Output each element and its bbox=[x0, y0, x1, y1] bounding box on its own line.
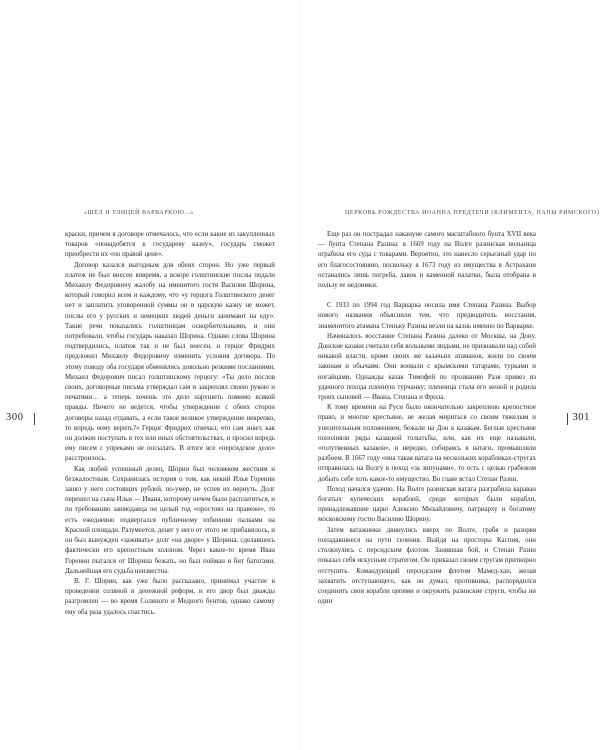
left-page-body bbox=[65, 230, 275, 618]
header-divider bbox=[34, 413, 35, 425]
header-divider bbox=[567, 413, 568, 425]
page-number: 300 bbox=[6, 412, 24, 423]
paragraph: Как любой успешный делец, Шорин был человеком жестким и безжалостным. Сохранилась история о том, как некий Илья Горенин занял у него состоящих рублей, по-умер, не успев их вернуть. Долг перешел на сына Ильи — Ивана, которому нечем было расплатиться, и по требованию заимодавца он целый год «простоял на правеже», то есть ежедневно подвергался публичному избиению палками на Красной площади. Разумеется, денег у него от этого не прибавилось, и он был вынужден «заживать» долг «на дворе» у Шорина, сделавшись фактически его крепостным холопом. Через какое-то время Иван Горенин пытался от Шорина бежать, но был пойман и бит батогами. Дальнейшая его судьба неизвестна. bbox=[65, 465, 275, 575]
paragraph: Затем ватажники двинулись вверх по Волге, грабя и разоряя попадавшиеся на пути селения. Выйдя на просторы Каспия, они столкнулись с персидским флотом. Занявшая бой, и Степан Разин показал себя искусным стратегом. Он приказал своим стругам притворно отступить. Командующий персидским флотом Мамед-хан, желая захватить отступающего, как он думал, противника, распорядился соединить свои корабли цепями и окружить разинские струги, чтобы ни один bbox=[318, 526, 536, 606]
right-page-body bbox=[318, 230, 536, 607]
paragraph: Еще раз он пострадал накануне самого масштабного бунта XVII века — бунта Степана Разина: в 1669 году на Волге разинская вольница ограбила его суда с товарами. Вероятно, это нанесло серьезный удар по его благосостоянию, поскольку в 1673 году из имущества в Астрахани оставались лишь погреба, лавок и каменной палатки, была отобрана в пользу ее недоимки. bbox=[318, 231, 536, 290]
paragraph: В. Г. Шорин, как уже было рассказано, принимал участие в проведении соляной и денежной реформ, и его двор был дважды разгромлен — во время Соляного и Медного бунтов, однако самому ему оба раза удалось спастись. bbox=[65, 577, 275, 616]
paragraph: Поход начался удачно. На Волге разинская ватага разграбила караван богатых купеческих кораблей, среди которых были корабли, принадлежавшие царю Алексею Михайловичу, патриарху и богатому московскому гостю Василию Шорину. bbox=[318, 485, 536, 524]
paragraph: Начиналось восстание Степана Разина далеко от Москвы, на Дону. Донские казаки считали себя вольными людьми, не признавали над собой никакой власти, кроме своих же казачьих атаманов, жили по своим законам и обычаям. Они воевали с крымскими татарами, турками и ногайцами. Однажды казак Тимофей по прозванию Разя привез из удачного похода пленную турчанку; пленница стала его женой и родила троих сыновей — Ивана, Степана и Фрола. bbox=[318, 332, 536, 402]
paragraph: К тому времени на Руси было окончательно закреплено крепостное право, и многие крестьяне, не желая мириться со своим тяжелым и унизительным положением, бежали на Дон к казакам. Беглые крестьяне пополняли ряды казацкой голытьбы, или, как их еще называли, «голутвенных казаков», и нередко, собираясь в ватаги, промышляли разбоем. В 1667 году «ина такая ватага на нескольких корабликах-стругах отправилась на Волгу в поход «за зипунами», то есть с целью грабежом добыть себе хоть какое-то имущество. Во главе встал Степан Разин. bbox=[318, 404, 536, 483]
page-number: 301 bbox=[572, 412, 590, 423]
paragraph: Договор казался выгодным для обеих сторон. Но уже первый платеж не был внесен вовремя, а вскоре голштинские послы подали Михаилу Федоровичу жалобу на именитого гостя Василия Шорина, который говорил всем и каждому, что «у герцога Голштинского денег нет и заплатить уговоренной суммы он в царскую казну не может, послы его у русских и немецких людей деньги занимают на еду». Такие речи показались голштинцам оскорбительными, и они потребовали, чтобы государь наказал Шорина. Однако слова Шорина подтвердились, платеж так и не был внесен, и герцог Фридрих предложил Михаилу Федоровичу изменить условия договора. По этому поводу оба государя обменялись довольно резкими посланиями. Михаил Федорович писал голштинскому герцогу: «Ты дело послов своих, договорные письма утверждал сам и закреплял своею рукою и печатями… а теперь хочешь это дело нарушить помимо всякой правды. Ничего не ведется, чтобы утверждение с обеих сторон договоры назад отдавать, а если такое великое утверждение некрепко, то впредь чему верить?» Герцог Фридрих отвечал, что сам знает, как он должен поступать в тех или иных обстоятельствах, и просил впредь ему писем с упреками не посылать. В итоге все «персидское дело» расстроилось. bbox=[65, 261, 275, 463]
paragraph: краски, причем в договоре отмечалось, что если какие из закупленных товаров «понадобятся к государеву казну», государь сможет приобрести их «по правой цене». bbox=[65, 231, 275, 259]
running-head: ЦЕРКОВЬ РОЖДЕСТВА ИОАННА ПРЕДТЕЧИ (КЛИМЕНТА, ПАПЫ РИМСКОГО) bbox=[345, 210, 600, 216]
running-head: «ШЁЛ Я УЛИЦЕЙ ВАРВАРКОЮ...» bbox=[84, 210, 195, 216]
paragraph: С 1933 по 1994 год Варварка носила имя Степана Разина. Выбор нового названия объяснили тем, что предводитель восстания, знаменитого атамана Стеньку Разина везли на казнь именно по Варварке. bbox=[318, 302, 536, 330]
